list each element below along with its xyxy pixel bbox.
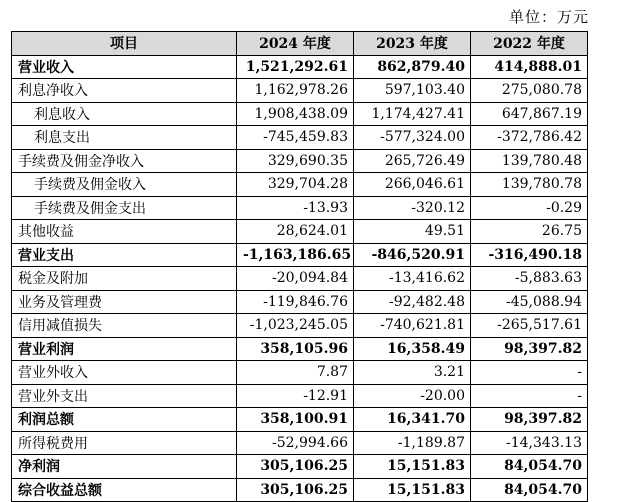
header-2023: 2023 年度 <box>354 32 471 56</box>
table-row <box>12 455 588 479</box>
row-label: 税金及附加 <box>12 267 237 291</box>
row-label: 营业收入 <box>12 55 237 79</box>
value-2024: 329,704.28 <box>237 173 354 197</box>
value-2022: 26.75 <box>471 220 588 244</box>
header-item: 项目 <box>12 32 237 56</box>
value-2024: 1,521,292.61 <box>237 55 354 79</box>
header-2024: 2024 年度 <box>237 32 354 56</box>
table-row <box>12 102 588 126</box>
row-label: 利息净收入 <box>12 79 237 103</box>
value-2024: 7.87 <box>237 361 354 385</box>
row-label: 业务及管理费 <box>12 290 237 314</box>
value-2024: 329,690.35 <box>237 149 354 173</box>
unit-label: 单位：万元 <box>508 8 589 26</box>
value-2023: 15,151.83 <box>354 455 471 479</box>
header-2022: 2022 年度 <box>471 32 588 56</box>
table-row <box>12 290 588 314</box>
income-statement-table <box>11 31 588 502</box>
value-2022: 647,867.19 <box>471 102 588 126</box>
value-2022: -45,088.94 <box>471 290 588 314</box>
row-label: 手续费及佣金支出 <box>12 196 237 220</box>
row-label: 其他收益 <box>12 220 237 244</box>
value-2022: 84,054.70 <box>471 455 588 479</box>
table-row <box>12 55 588 79</box>
value-2023: 266,046.61 <box>354 173 471 197</box>
value-2024: 305,106.25 <box>237 455 354 479</box>
value-2024: 358,105.96 <box>237 337 354 361</box>
row-label: 利息收入 <box>12 102 237 126</box>
value-2024: 1,908,438.09 <box>237 102 354 126</box>
table-row <box>12 431 588 455</box>
value-2022: -5,883.63 <box>471 267 588 291</box>
value-2022: 98,397.82 <box>471 408 588 432</box>
table-row <box>12 243 588 267</box>
table-row <box>12 173 588 197</box>
header-row <box>12 32 588 56</box>
table-row <box>12 361 588 385</box>
value-2023: 15,151.83 <box>354 478 471 502</box>
value-2022: -14,343.13 <box>471 431 588 455</box>
row-label: 营业利润 <box>12 337 237 361</box>
value-2023: 265,726.49 <box>354 149 471 173</box>
value-2023: 597,103.40 <box>354 79 471 103</box>
value-2022: - <box>471 361 588 385</box>
row-label: 手续费及佣金收入 <box>12 173 237 197</box>
value-2023: -320.12 <box>354 196 471 220</box>
table-row <box>12 220 588 244</box>
value-2022: -0.29 <box>471 196 588 220</box>
value-2023: 16,358.49 <box>354 337 471 361</box>
row-label: 手续费及佣金净收入 <box>12 149 237 173</box>
value-2022: -316,490.18 <box>471 243 588 267</box>
value-2024: 28,624.01 <box>237 220 354 244</box>
row-label: 利息支出 <box>12 126 237 150</box>
table-row <box>12 267 588 291</box>
value-2022: 139,780.48 <box>471 149 588 173</box>
value-2024: -52,994.66 <box>237 431 354 455</box>
value-2023: -92,482.48 <box>354 290 471 314</box>
value-2024: -13.93 <box>237 196 354 220</box>
value-2022: 139,780.78 <box>471 173 588 197</box>
row-label: 营业外支出 <box>12 384 237 408</box>
table-row <box>12 337 588 361</box>
value-2022: 98,397.82 <box>471 337 588 361</box>
value-2024: -1,163,186.65 <box>237 243 354 267</box>
value-2023: -1,189.87 <box>354 431 471 455</box>
row-label: 综合收益总额 <box>12 478 237 502</box>
value-2024: -1,023,245.05 <box>237 314 354 338</box>
value-2023: -13,416.62 <box>354 267 471 291</box>
value-2024: -119,846.76 <box>237 290 354 314</box>
table-row <box>12 196 588 220</box>
value-2023: -577,324.00 <box>354 126 471 150</box>
value-2022: - <box>471 384 588 408</box>
value-2022: -265,517.61 <box>471 314 588 338</box>
value-2023: 3.21 <box>354 361 471 385</box>
value-2023: 49.51 <box>354 220 471 244</box>
value-2023: -740,621.81 <box>354 314 471 338</box>
row-label: 所得税费用 <box>12 431 237 455</box>
table-row <box>12 126 588 150</box>
value-2023: 1,174,427.41 <box>354 102 471 126</box>
value-2024: 305,106.25 <box>237 478 354 502</box>
row-label: 信用减值损失 <box>12 314 237 338</box>
row-label: 利润总额 <box>12 408 237 432</box>
table-header <box>12 32 588 56</box>
value-2024: 1,162,978.26 <box>237 79 354 103</box>
value-2022: 414,888.01 <box>471 55 588 79</box>
table-row <box>12 408 588 432</box>
value-2023: -20.00 <box>354 384 471 408</box>
table-body <box>12 55 588 502</box>
value-2024: 358,100.91 <box>237 408 354 432</box>
table-row <box>12 478 588 502</box>
value-2023: -846,520.91 <box>354 243 471 267</box>
value-2023: 16,341.70 <box>354 408 471 432</box>
table-row <box>12 314 588 338</box>
value-2023: 862,879.40 <box>354 55 471 79</box>
row-label: 净利润 <box>12 455 237 479</box>
row-label: 营业支出 <box>12 243 237 267</box>
row-label: 营业外收入 <box>12 361 237 385</box>
value-2022: 275,080.78 <box>471 79 588 103</box>
value-2024: -12.91 <box>237 384 354 408</box>
value-2022: -372,786.42 <box>471 126 588 150</box>
table-row <box>12 384 588 408</box>
table-row <box>12 149 588 173</box>
value-2024: -745,459.83 <box>237 126 354 150</box>
value-2022: 84,054.70 <box>471 478 588 502</box>
value-2024: -20,094.84 <box>237 267 354 291</box>
table-row <box>12 79 588 103</box>
